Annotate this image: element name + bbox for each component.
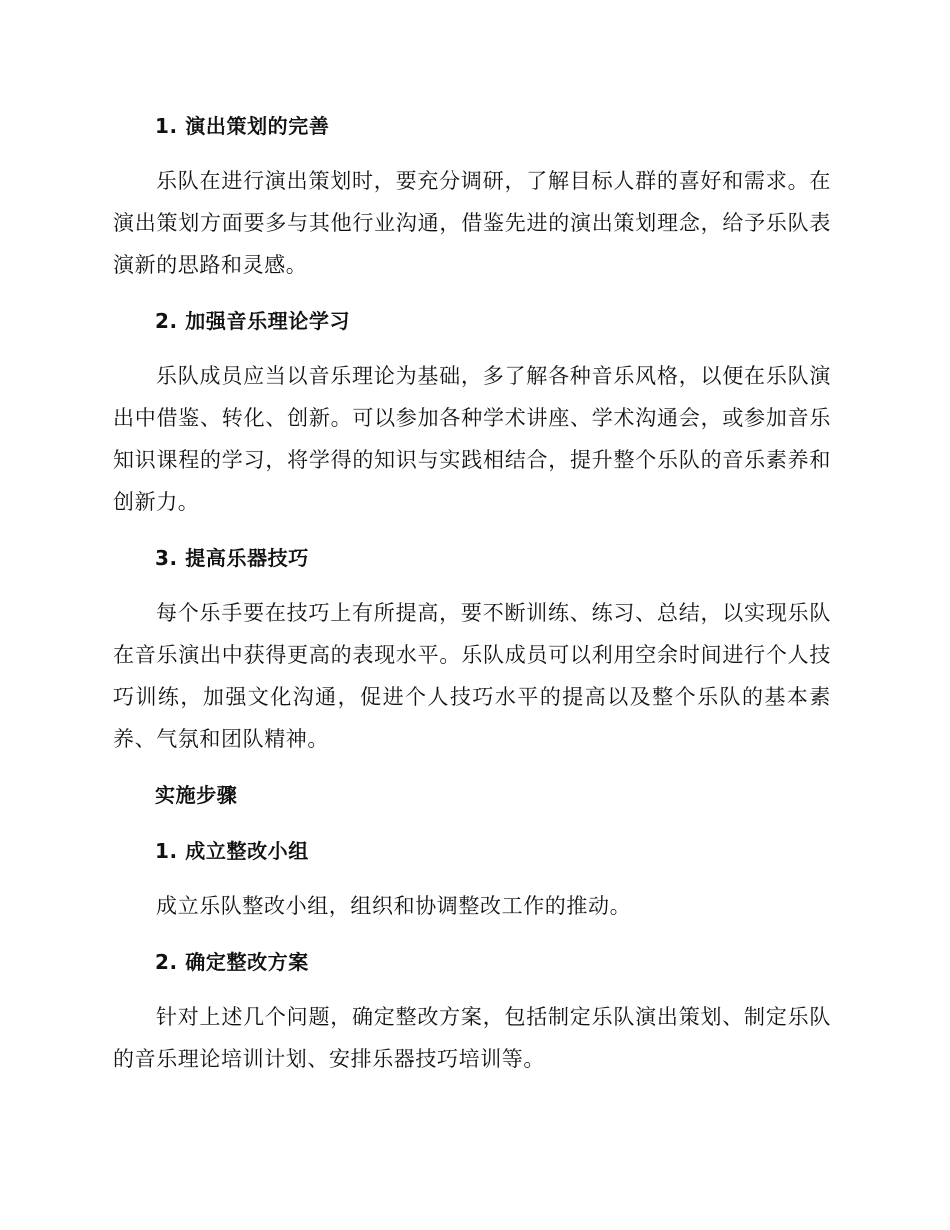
- document-page: [113, 104, 831, 1093]
- section-heading-music-theory: 2. 加强音乐理论学习: [155, 309, 351, 333]
- section-heading-rectification-group: 1. 成立整改小组: [155, 839, 309, 863]
- paragraph-music-theory: 乐队成员应当以音乐理论为基础，多了解各种音乐风格，以便在乐队演出中借鉴、转化、创新。可以参加各种学术讲座、学术沟通会，或参加音乐知识课程的学习，将学得的知识与实践相结合，提升整个乐队的音乐素养和创新力。: [113, 364, 831, 514]
- paragraph-performance-planning: 乐队在进行演出策划时，要充分调研，了解目标人群的喜好和需求。在演出策划方面要多与其他行业沟通，借鉴先进的演出策划理念，给予乐队表演新的思路和灵感。: [113, 169, 831, 277]
- paragraph-rectification-group: 成立乐队整改小组，组织和协调整改工作的推动。: [156, 894, 632, 918]
- paragraph-rectification-plan: 针对上述几个问题，确定整改方案，包括制定乐队演出策划、制定乐队的音乐理论培训计划、安排乐器技巧培训等。: [113, 1005, 831, 1071]
- section-heading-instrument-skills: 3. 提高乐器技巧: [155, 546, 309, 570]
- section-heading-performance-planning: 1. 演出策划的完善: [155, 114, 330, 138]
- section-heading-rectification-plan: 2. 确定整改方案: [155, 950, 309, 974]
- section-heading-implementation-steps: 实施步骤: [155, 783, 238, 807]
- paragraph-instrument-skills: 每个乐手要在技巧上有所提高，要不断训练、练习、总结，以实现乐队在音乐演出中获得更高的表现水平。乐队成员可以利用空余时间进行个人技巧训练，加强文化沟通，促进个人技巧水平的提高以及整个乐队的基本素养、气氛和团队精神。: [113, 601, 831, 751]
